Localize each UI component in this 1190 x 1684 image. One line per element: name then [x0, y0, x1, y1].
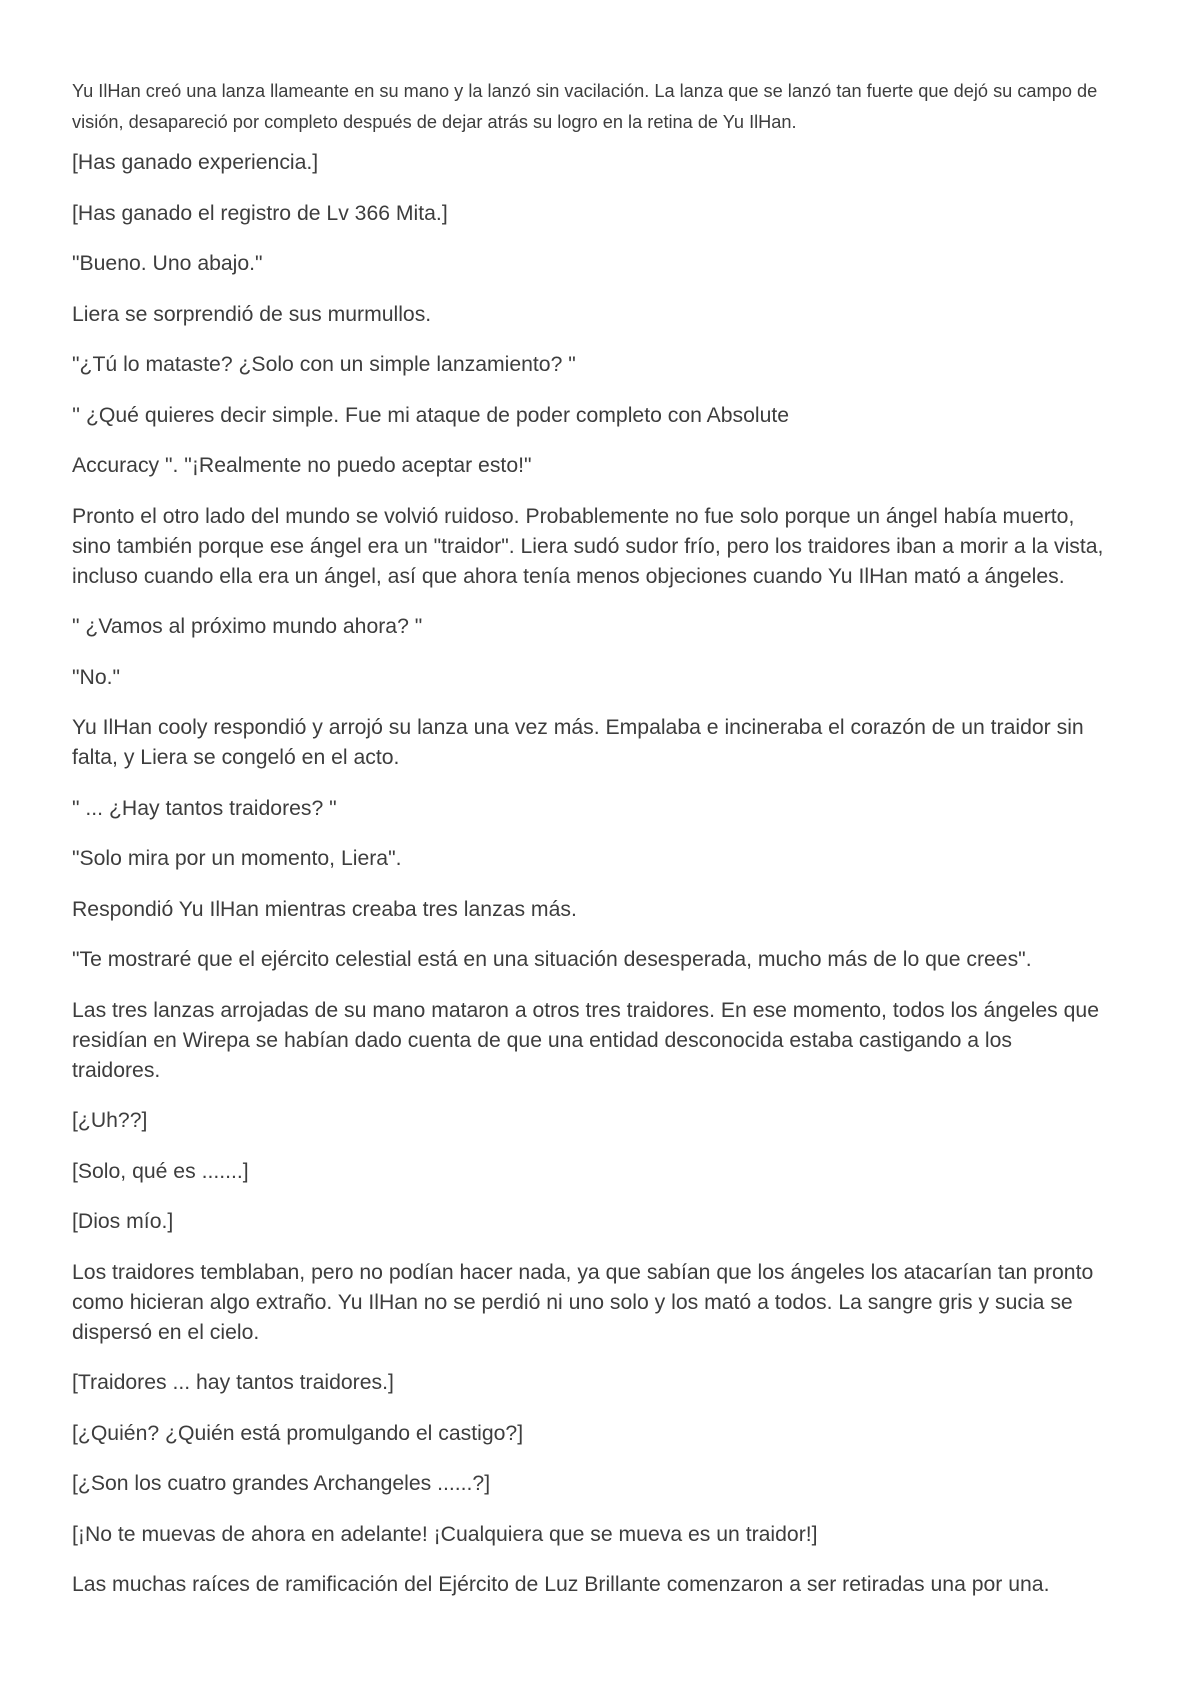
- system-message: [Has ganado experiencia.]: [72, 151, 319, 174]
- narration-paragraph: Las muchas raíces de ramificación del Ejército de Luz Brillante comenzaron a ser retiradas una por una.: [72, 1573, 1050, 1596]
- telepathy-line: [Solo, qué es .......]: [72, 1159, 249, 1183]
- document-page: [72, 76, 1104, 1621]
- narration-paragraph: Liera se sorprendió de sus murmullos.: [72, 302, 432, 326]
- dialogue-line: '' ¿Qué quieres decir simple. Fue mi ataque de poder completo con Absolute: [72, 403, 790, 427]
- telepathy-line: [¿Uh??]: [72, 1109, 148, 1132]
- system-message: [Has ganado el registro de Lv 366 Mita.]: [72, 201, 448, 225]
- narration-paragraph: Respondió Yu IlHan mientras creaba tres lanzas más.: [72, 897, 577, 921]
- telepathy-line: [Dios mío.]: [72, 1210, 174, 1233]
- dialogue-line: "Bueno. Uno abajo.": [72, 252, 263, 275]
- dialogue-line: "No.": [72, 665, 121, 689]
- paragraph-intro: Yu IlHan creó una lanza llameante en su mano y la lanzó sin vacilación. La lanza que se lanzó tan fuerte que dejó su campo de visión, desapareció por completo después de dejar atrás su logro en la retina de Yu IlHan.: [72, 81, 1098, 132]
- dialogue-line: " ... ¿Hay tantos traidores? ": [72, 796, 337, 820]
- dialogue-line: Accuracy ". "¡Realmente no puedo aceptar esto!": [72, 454, 532, 477]
- telepathy-line: [Traidores ... hay tantos traidores.]: [72, 1371, 394, 1394]
- telepathy-line: [¿Quién? ¿Quién está promulgando el castigo?]: [72, 1421, 524, 1445]
- narration-paragraph: Los traidores temblaban, pero no podían hacer nada, ya que sabían que los ángeles los atacarían tan pronto como hicieran algo extraño. Yu IlHan no se perdió ni uno solo y los mató a todos. La sangre gris y sucia se dispersó en el cielo.: [72, 1260, 1094, 1344]
- telepathy-line: [¡No te muevas de ahora en adelante! ¡Cualquiera que se mueva es un traidor!]: [72, 1522, 818, 1546]
- narration-paragraph: Pronto el otro lado del mundo se volvió ruidoso. Probablemente no fue solo porque un ángel había muerto, sino también porque ese ángel era un "traidor". Liera sudó sudor frío, pero los traidores iban a morir a la vista, incluso cuando ella era un ángel, así que ahora tenía menos objeciones cuando Yu IlHan mató a ángeles.: [72, 504, 1104, 588]
- dialogue-line: "¿Tú lo mataste? ¿Solo con un simple lanzamiento? ": [72, 353, 576, 376]
- dialogue-line: "Te mostraré que el ejército celestial está en una situación desesperada, mucho más de lo que crees".: [72, 948, 1032, 971]
- dialogue-line: "Solo mira por un momento, Liera".: [72, 847, 402, 870]
- narration-paragraph: Yu IlHan cooly respondió y arrojó su lanza una vez más. Empalaba e incineraba el corazón de un traidor sin falta, y Liera se congeló en el acto.: [72, 716, 1084, 769]
- narration-paragraph: Las tres lanzas arrojadas de su mano mataron a otros tres traidores. En ese momento, todos los ángeles que residían en Wirepa se habían dado cuenta de que una entidad desconocida estaba castigando a los traidores.: [72, 998, 1099, 1082]
- dialogue-line: " ¿Vamos al próximo mundo ahora? ": [72, 615, 423, 638]
- telepathy-line: [¿Son los cuatro grandes Archangeles ......?]: [72, 1472, 491, 1495]
